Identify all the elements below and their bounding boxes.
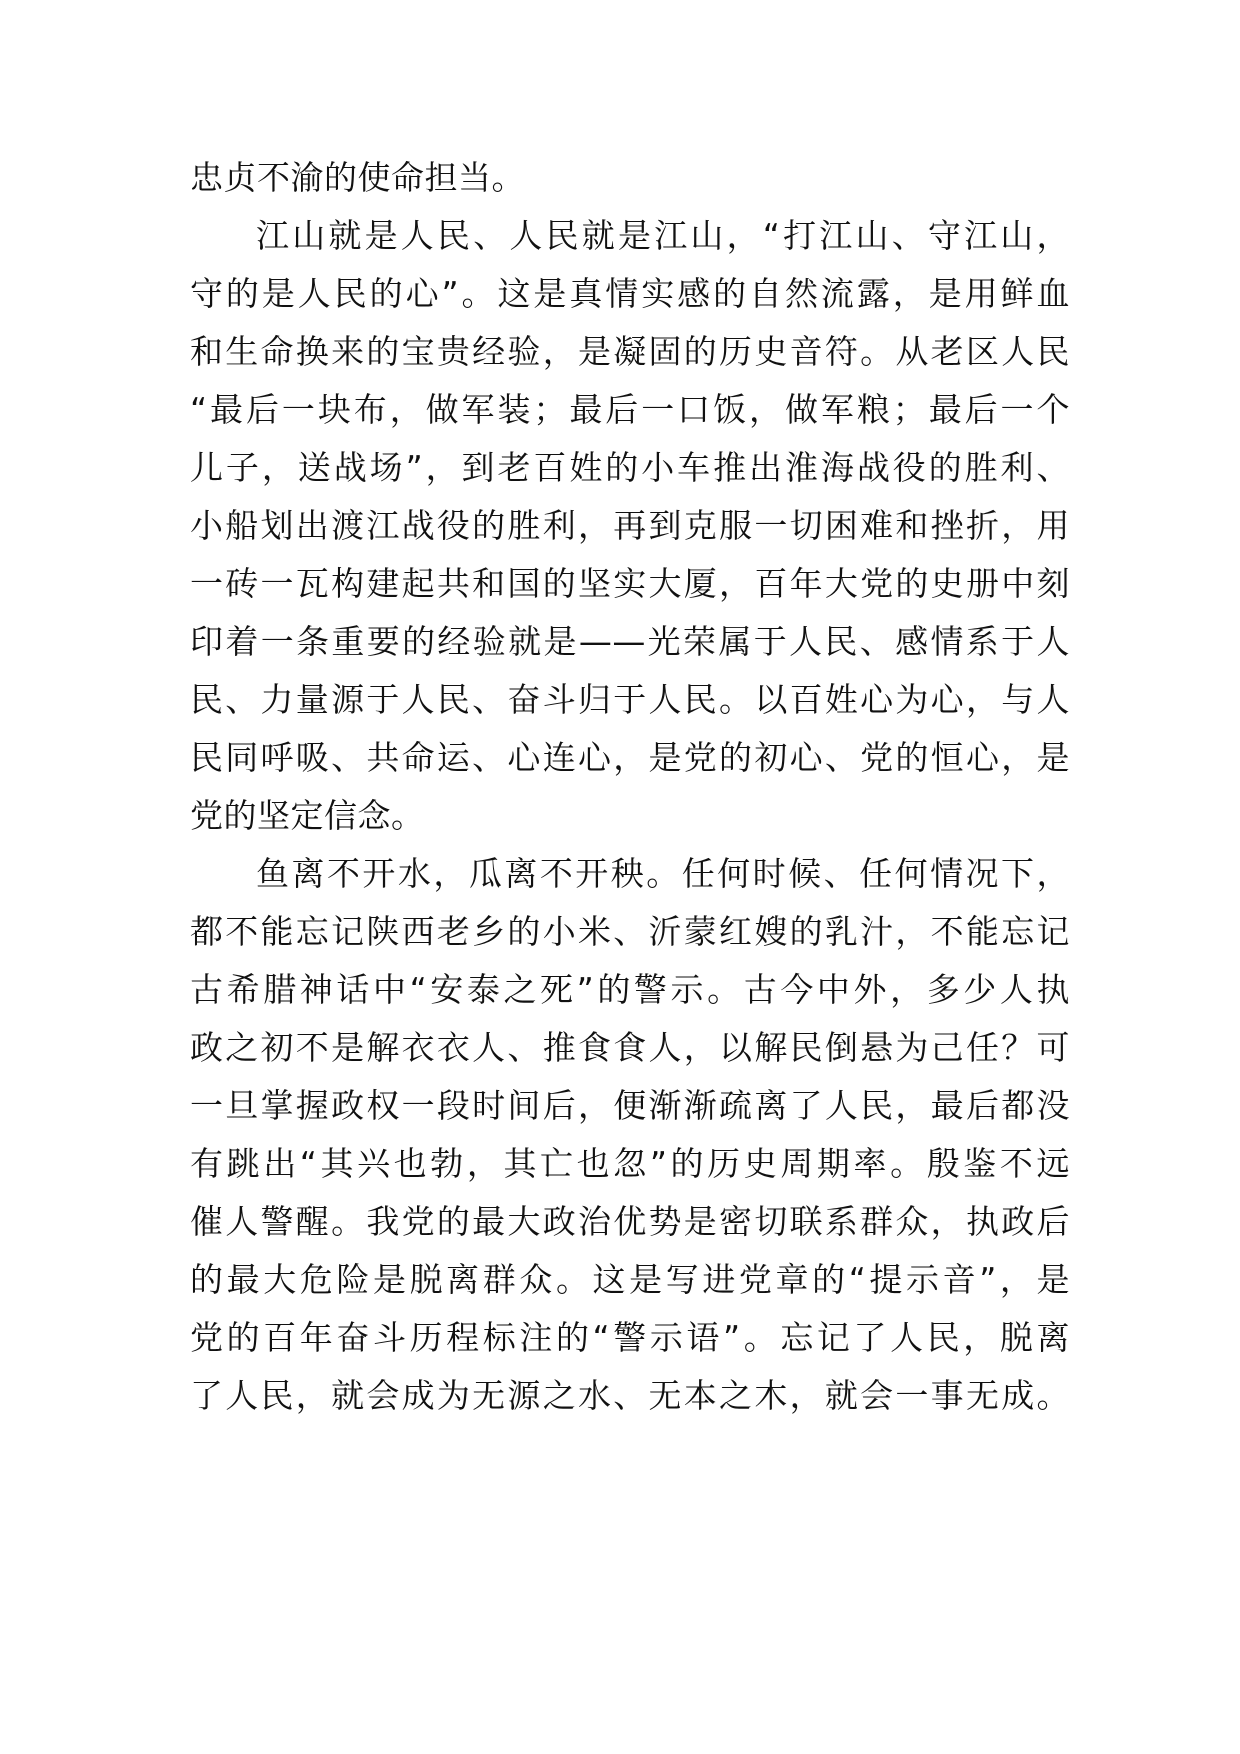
text-line: 古希腊神话中“安泰之死”的警示。古今中外，多少人执	[190, 970, 1070, 1009]
text-line: 都不能忘记陕西老乡的小米、沂蒙红嫂的乳汁，不能忘记	[190, 912, 1070, 951]
text-line: 小船划出渡江战役的胜利，再到克服一切困难和挫折，用	[190, 506, 1070, 545]
text-line: 有跳出“其兴也勃，其亡也忽”的历史周期率。殷鉴不远	[190, 1144, 1070, 1183]
text-line: 党的坚定信念。	[190, 796, 425, 835]
text-line: 一旦掌握政权一段时间后，便渐渐疏离了人民，最后都没	[190, 1086, 1070, 1125]
text-line: 民、力量源于人民、奋斗归于人民。以百姓心为心，与人	[190, 680, 1070, 719]
text-line: 的最大危险是脱离群众。这是写进党章的“提示音”，是	[190, 1260, 1070, 1299]
text-line: 党的百年奋斗历程标注的“警示语”。忘记了人民，脱离	[190, 1318, 1070, 1357]
text-line: 了人民，就会成为无源之水、无本之木，就会一事无成。	[190, 1376, 1070, 1415]
text-line: 印着一条重要的经验就是——光荣属于人民、感情系于人	[190, 622, 1070, 661]
text-line: 儿子，送战场”，到老百姓的小车推出淮海战役的胜利、	[190, 448, 1070, 487]
text-line: 守的是人民的心”。这是真情实感的自然流露，是用鲜血	[190, 274, 1070, 313]
text-line: “最后一块布，做军装；最后一口饭，做军粮；最后一个	[190, 390, 1070, 429]
text-line: 催人警醒。我党的最大政治优势是密切联系群众，执政后	[190, 1202, 1070, 1241]
text-line: 一砖一瓦构建起共和国的坚实大厦，百年大党的史册中刻	[190, 564, 1070, 603]
text-line: 江山就是人民、人民就是江山，“打江山、守江山，	[256, 216, 1070, 255]
text-line: 政之初不是解衣衣人、推食食人，以解民倒悬为己任？可	[190, 1028, 1070, 1067]
text-line: 和生命换来的宝贵经验，是凝固的历史音符。从老区人民	[190, 332, 1070, 371]
text-line: 忠贞不渝的使命担当。	[190, 158, 525, 197]
text-line: 民同呼吸、共命运、心连心，是党的初心、党的恒心，是	[190, 738, 1070, 777]
text-line: 鱼离不开水，瓜离不开秧。任何时候、任何情况下，	[256, 854, 1070, 893]
